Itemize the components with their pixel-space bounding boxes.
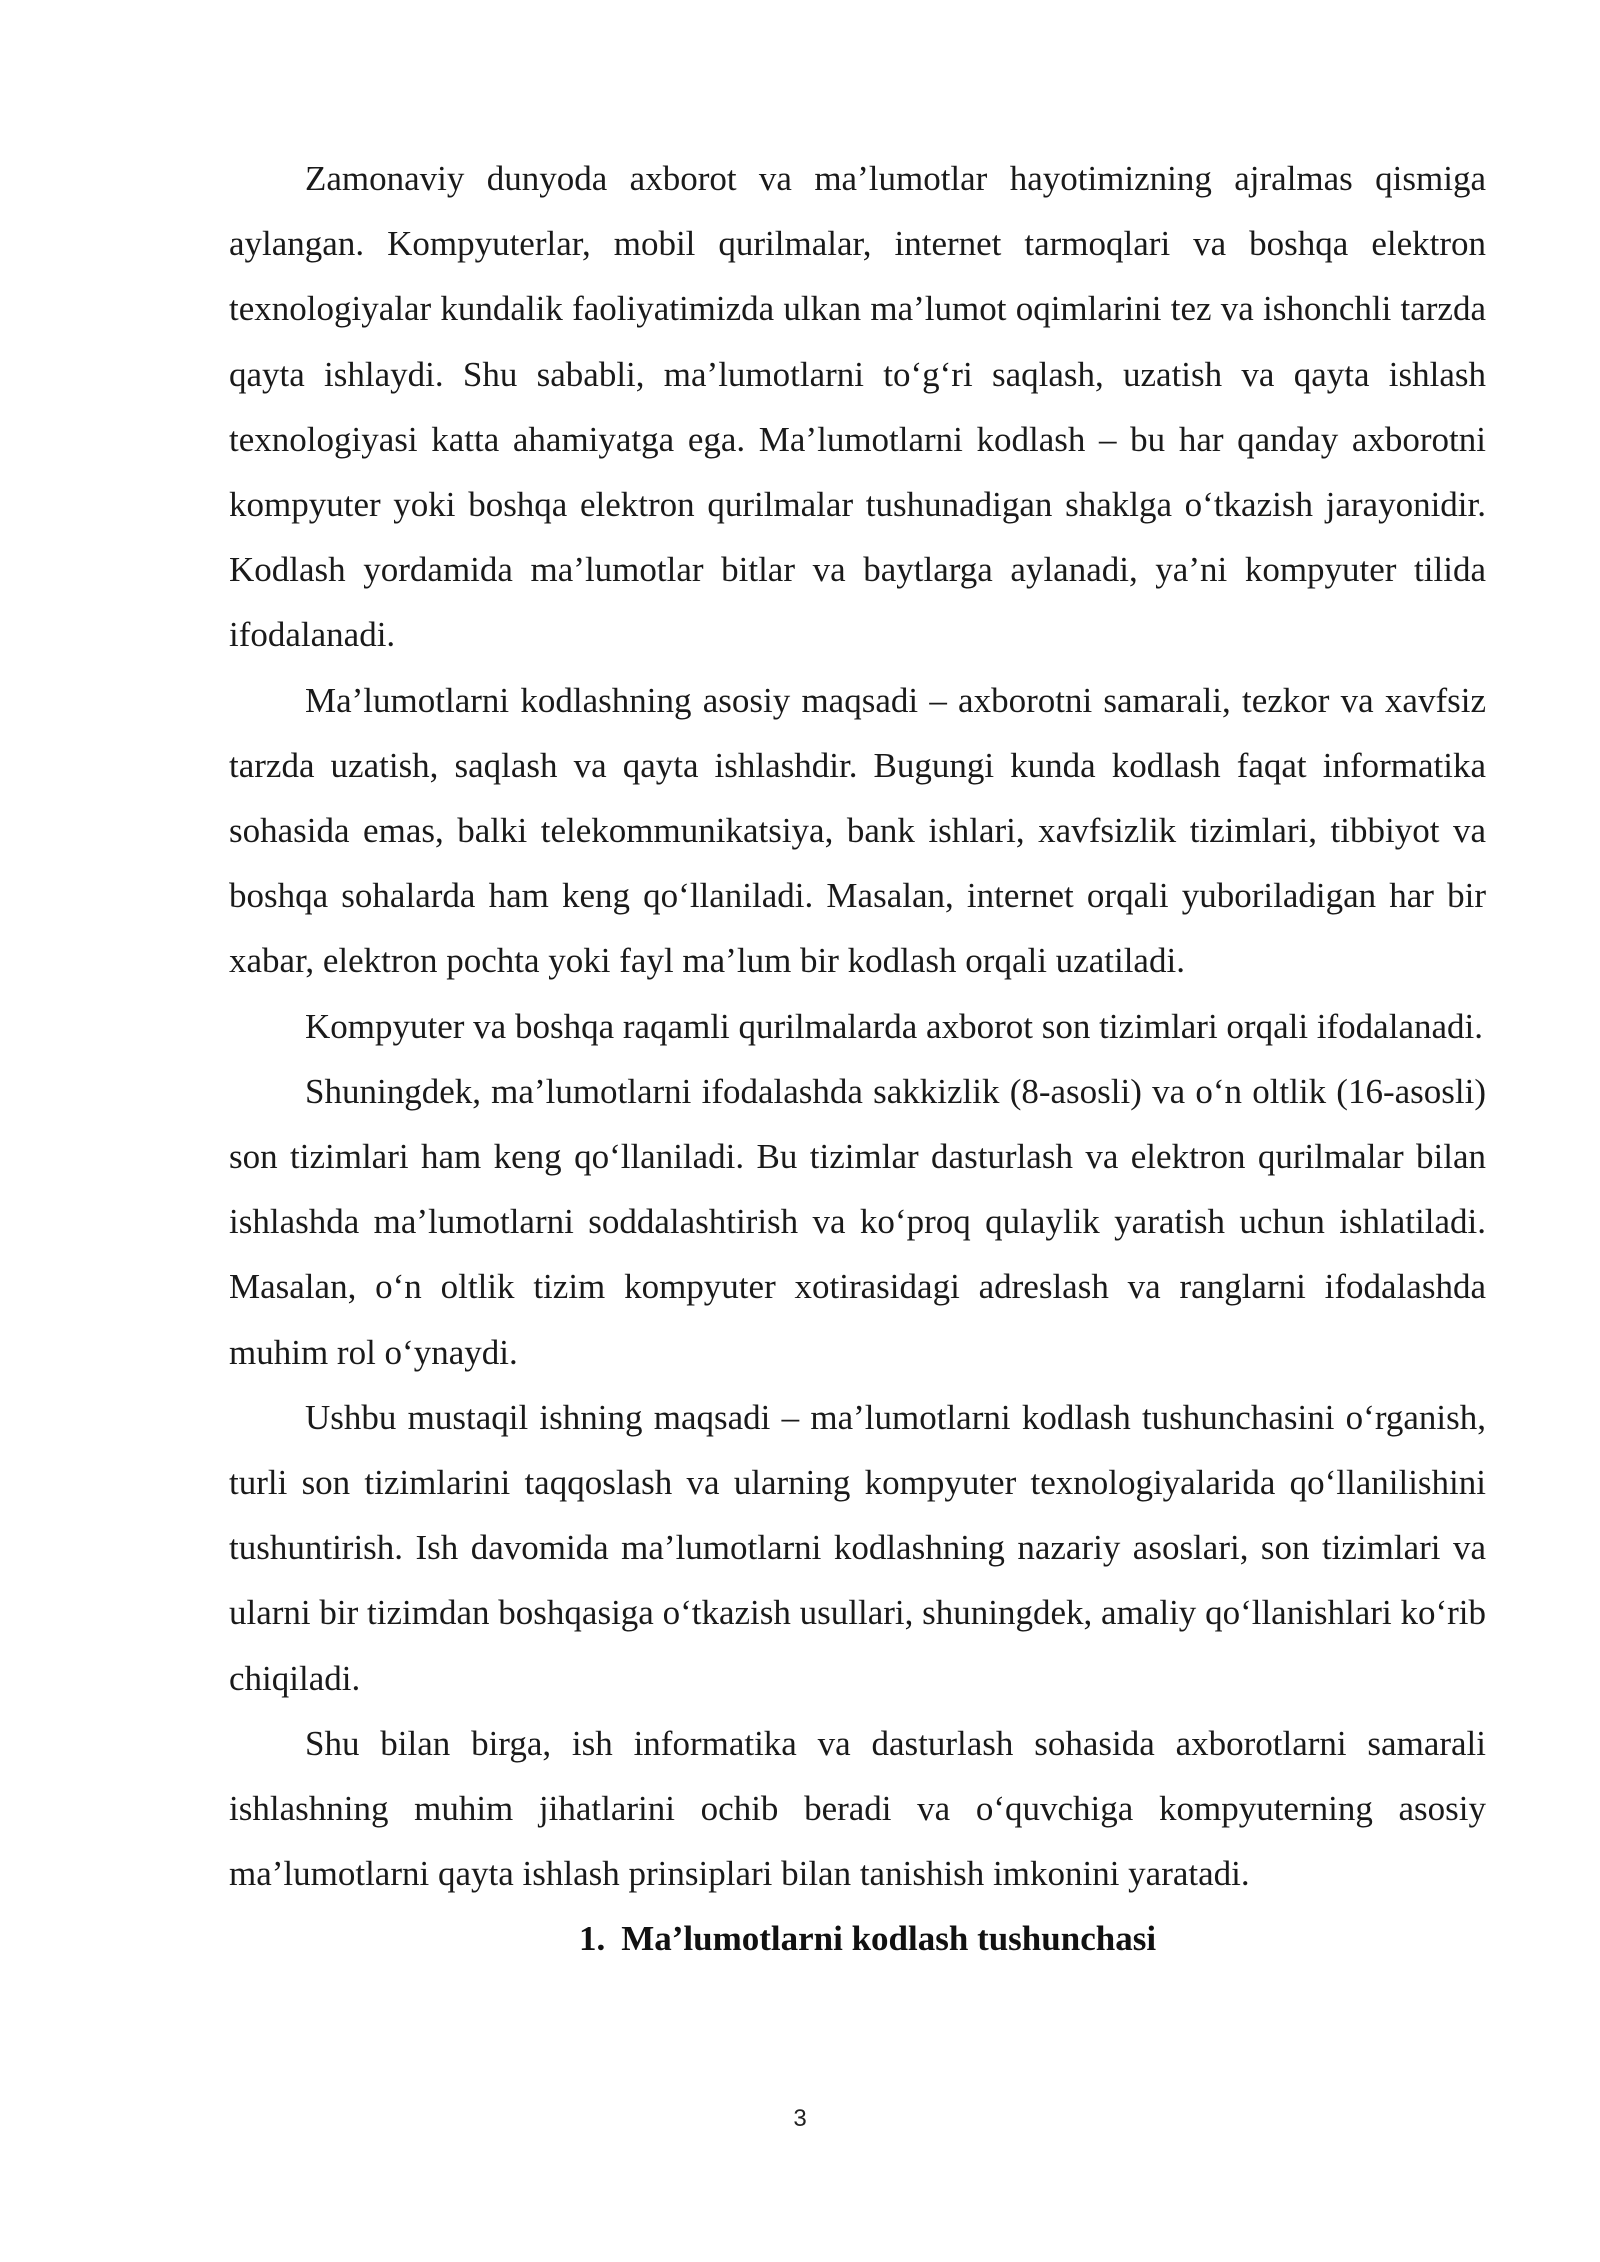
paragraph-intro: Zamonaviy dunyoda axborot va ma’lumotlar hayotimizning ajralmas qismiga aylangan. Kompyuterlar, mobil qurilmalar, internet tarmoqlari va boshqa elektron texnologiyalar kundalik faoliyatimizda ulkan ma’lumot oqimlarini tez va ishonchli tarzda qayta ishlaydi. Shu sababli, ma’lumotlarni to‘g‘ri saqlash, uzatish va qayta ishlash texnologiyasi katta ahamiyatga ega. Ma’lumotlarni kodlash – bu har qanday axborotni kompyuter yoki boshqa elektron qurilmalar tushunadigan shaklga o‘tkazish jarayonidir. Kodlash yordamida ma’lumotlar bitlar va baytlarga aylanadi, ya’ni kompyuter tilida ifodalanadi. [229,159,1486,655]
section-title: Ma’lumotlarni kodlash tushunchasi [621,1919,1157,1959]
paragraph-work-goal: Ushbu mustaqil ishning maqsadi – ma’lumotlarni kodlash tushunchasini o‘rganish, turli son tizimlarini taqqoslash va ularning kompyuter texnologiyalarida qo‘llanilishini tushuntirish. Ish davomida ma’lumotlarni kodlashning nazariy asoslari, son tizimlari va ularni bir tizimdan boshqasiga o‘tkazish usullari, shuningdek, amaliy qo‘llanishlari ko‘rib chiqiladi. [229,1397,1486,1698]
paragraph-conclusion: Shu bilan birga, ish informatika va dasturlash sohasida axborotlarni samarali ishlashning muhim jihatlarini ochib beradi va o‘quvchiga kompyuterning asosiy ma’lumotlarni qayta ishlash prinsiplari bilan tanishish imkonini yaratadi. [229,1723,1486,1894]
paragraph-number-systems: Kompyuter va boshqa raqamli qurilmalarda axborot son tizimlari orqali ifodalanadi. [305,1006,1483,1046]
body-text [229,146,1486,1972]
paragraph-octal-hex: Shuningdek, ma’lumotlarni ifodalashda sakkizlik (8-asosli) va o‘n oltlik (16-asosli) son tizimlari ham keng qo‘llaniladi. Bu tizimlar dasturlash va elektron qurilmalar bilan ishlashda ma’lumotlarni soddalashtirish va ko‘proq qulaylik yaratish uchun ishlatiladi. Masalan, o‘n oltlik tizim kompyuter xotirasidagi adreslash va ranglarni ifodalashda muhim rol o‘ynaydi. [229,1071,1486,1372]
section-heading [229,1906,1486,1971]
paragraph-purpose: Ma’lumotlarni kodlashning asosiy maqsadi – axborotni samarali, tezkor va xavfsiz tarzda uzatish, saqlash va qayta ishlashdir. Bugungi kunda kodlash faqat informatika sohasida emas, balki telekommunikatsiya, bank ishlari, xavfsizlik tizimlari, tibbiyot va boshqa sohalarda ham keng qo‘llaniladi. Masalan, internet orqali yuboriladigan har bir xabar, elektron pochta yoki fayl ma’lum bir kodlash orqali uzatiladi. [229,680,1486,981]
page-number: 3 [793,2105,807,2132]
section-number: 1. [578,1919,606,1959]
